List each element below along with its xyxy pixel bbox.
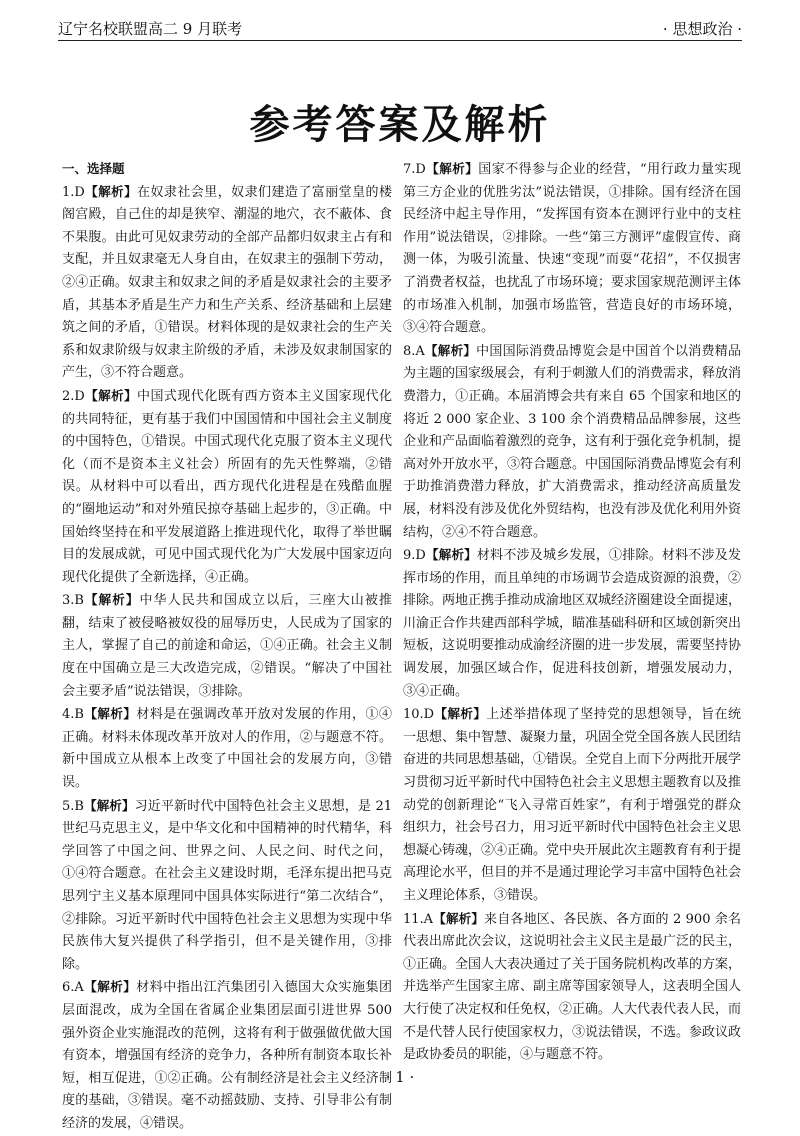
analysis-tag: 【解析】 — [84, 183, 138, 199]
analysis-text: 材料中指出江汽集团引入德国大众实施集团层面混改，成为全国在省属企业集团层面引进世界 500 强外资企业实施混改的范例，这将有利于做强做优做大国有资本，增强国有经济的竞争力，各种所有制资本取长补短，相互促进，①②正确。公有制经济是社会主义经济制度的基础，③错误。毫不动摇鼓励、支持、引导非公有制经济的发展，④错误。 — [62, 980, 392, 1131]
header-right: · 思想政治 · — [662, 20, 742, 38]
answer-number: 8.A — [403, 343, 425, 359]
analysis-text: 中华人民共和国成立以后，三座大山被推翻，结束了被侵略被奴役的屈辱历史，人民成为了国家的主人，掌握了自己的前途和命运，①④正确。社会主义制度在中国确立是三大改造完成，②错误。“解决了中国社会主要矛盾”说法错误，③排除。 — [62, 593, 392, 699]
answer-item — [403, 158, 741, 340]
right-column — [403, 158, 741, 1067]
answer-number: 3.B — [62, 593, 84, 609]
answer-item — [403, 908, 741, 1067]
page-number: · 1 · — [385, 1068, 415, 1086]
analysis-tag: 【解析】 — [83, 592, 140, 608]
answer-number: 7.D — [403, 162, 426, 177]
header-left: 辽宁名校联盟高二 9 月联考 — [58, 20, 243, 38]
answer-item — [62, 181, 392, 385]
answer-item — [403, 703, 741, 907]
analysis-text: 中国式现代化既有西方资本主义国家现代化的共同特征，更有基于我们中国国情和中国社会主义制度的中国特色，①错误。中国式现代化克服了资本主义现代化（而不是资本主义社会）所固有的先天性弊端，②错误。从材料中可以看出，西方现代化进程是在残酷血腥的“圈地运动”和对外殖民掠夺基础上起步的，③正确。中国始终坚持在和平发展道路上推进现代化，取得了举世瞩目的发展成就，可见中国式现代化为广大发展中国家迈向现代化提供了全新选择，④正确。 — [62, 388, 392, 585]
analysis-text: 习近平新时代中国特色社会主义思想，是 21 世纪马克思主义，是中华文化和中国精神的时代精华，科学回答了中国之问、世界之问、人民之问、时代之问，①④符合题意。在社会主义建设时期，毛泽东提出把马克思列宁主义基本原理同中国具体实际进行“第二次结合”，②排除。习近平新时代中国特色社会主义思想为实现中华民族伟大复兴提供了科学指引，但不是关键作用，③排除。 — [62, 798, 392, 972]
analysis-text: 中国国际消费品博览会是中国首个以消费精品为主题的国家级展会，有利于刺激人们的消费需求，释放消费潜力，①正确。本届消博会共有来自 65 个国家和地区的将近 2 000 家企业、3 100 余个消费精品品牌参展，这些企业和产品面临着激烈的竞争，这有利于强化竞争机制，提高对外开放水平，③符合题意。中国国际消费品博览会有利于助推消费潜力释放，扩大消费需求，推动经济高质量发展，材料没有涉及优化外贸结构，也没有涉及优化利用外资结构，②④不符合题意。 — [403, 343, 742, 540]
answer-item — [62, 703, 392, 794]
answer-item — [403, 340, 741, 544]
answer-item — [62, 385, 392, 589]
analysis-tag: 【解析】 — [425, 161, 479, 176]
left-column — [62, 158, 392, 1136]
answer-number: 6.A — [62, 980, 84, 996]
analysis-text: 在奴隶社会里，奴隶们建造了富丽堂皇的楼阁宫殿，自己住的却是狭窄、潮湿的地穴，衣不蔽体、食不果腹。由此可见奴隶劳动的全部产品都归奴隶主占有和支配，并且奴隶毫无人身自由，在奴隶主的强制下劳动，②④正确。奴隶主和奴隶之间的矛盾是奴隶社会的主要矛盾，其基本矛盾是生产力和生产关系、经济基础和上层建筑之间的矛盾，①错误。材料体现的是奴隶社会的生产关系和奴隶阶级与奴隶主阶级的矛盾，未涉及奴隶制国家的产生，③不符合题意。 — [62, 184, 392, 381]
page-header — [58, 14, 742, 41]
answer-item — [62, 795, 392, 977]
analysis-tag: 【解析】 — [425, 547, 477, 563]
answer-item — [62, 589, 392, 703]
analysis-tag: 【解析】 — [83, 979, 137, 995]
analysis-text: 上述举措体现了坚持党的思想领导，旨在统一思想、集中智慧、凝聚力量，巩固全党全国各族人民团结奋进的共同思想基础，①错误。全党自上而下分两批开展学习贯彻习近平新时代中国特色社会主义思想主题教育以及推动党的创新理论“飞入寻常百姓家”，有利于增强党的群众组织力，社会号召力，用习近平新时代中国特色社会主义思想凝心铸魂，②④正确。党中央开展此次主题教育有利于提高理论水平，但目的并不是通过理论学习丰富中国特色社会主义理论体系，③错误。 — [403, 707, 742, 903]
answer-number: 4.B — [62, 707, 84, 723]
answer-number: 10.D — [403, 707, 435, 723]
answer-number: 5.B — [62, 798, 84, 814]
analysis-tag: 【解析】 — [83, 706, 137, 722]
analysis-tag: 【解析】 — [433, 910, 485, 926]
analysis-tag: 【解析】 — [424, 342, 477, 358]
page-title: 参考答案及解析 — [249, 102, 551, 148]
analysis-text: 国家不得参与企业的经营，“用行政力量实现第三方企业的优胜劣汰”说法错误，①排除。国有经济在国民经济中起主导作用，“发挥国有资本在测评行业中的支柱作用”说法错误，②排除。一些“第三方测评”虚假宣传、商测一体，为吸引流量、快速“变现”而耍“花招”，不仅损害了消费者权益，也扰乱了市场环境；要求国家规范测评主体的市场准入机制，加强市场监管，营造良好的市场环境，③④符合题意。 — [403, 162, 742, 336]
answer-number: 9.D — [403, 548, 426, 564]
answer-number: 1.D — [62, 184, 85, 200]
analysis-text: 材料是在强调改革开放对发展的作用，①④正确。材料未体现改革开放对人的作用，②与题意不符。新中国成立从根本上改变了中国社会的发展方向，③错误。 — [62, 707, 392, 791]
analysis-tag: 【解析】 — [83, 797, 135, 813]
analysis-text: 材料不涉及城乡发展，①排除。材料不涉及发挥市场的作用，而且单纯的市场调节会造成资源的浪费，②排除。两地正携手推动成渝地区双城经济圈建设全面提速，川渝正合作共建西部科学城，瞄准基础科研和区域创新突出短板，这说明要推动成渝经济圈的进一步发展，需要坚持协调发展，加强区域合作，促进科技创新，增强发展动力，③④正确。 — [403, 548, 742, 699]
analysis-text: 来自各地区、各民族、各方面的 2 900 余名代表出席此次会议，这说明社会主义民主是最广泛的民主，①正确。全国人大表决通过了关于国务院机构改革的方案，并选举产生国家主席、副主席等国家领导人，这表明全国人大行使了决定权和任免权，②正确。人大代表代表人民，而不是代替人民行使国家权力，③说法错误，不选。参政议政是政协委员的职能，④与题意不符。 — [403, 911, 742, 1063]
analysis-tag: 【解析】 — [84, 387, 138, 403]
analysis-tag: 【解析】 — [434, 706, 487, 722]
answer-item — [403, 544, 741, 703]
answer-number: 2.D — [62, 388, 85, 404]
answer-item — [62, 976, 392, 1135]
section-heading: 一、选择题 — [62, 161, 125, 176]
answer-number: 11.A — [403, 911, 434, 927]
